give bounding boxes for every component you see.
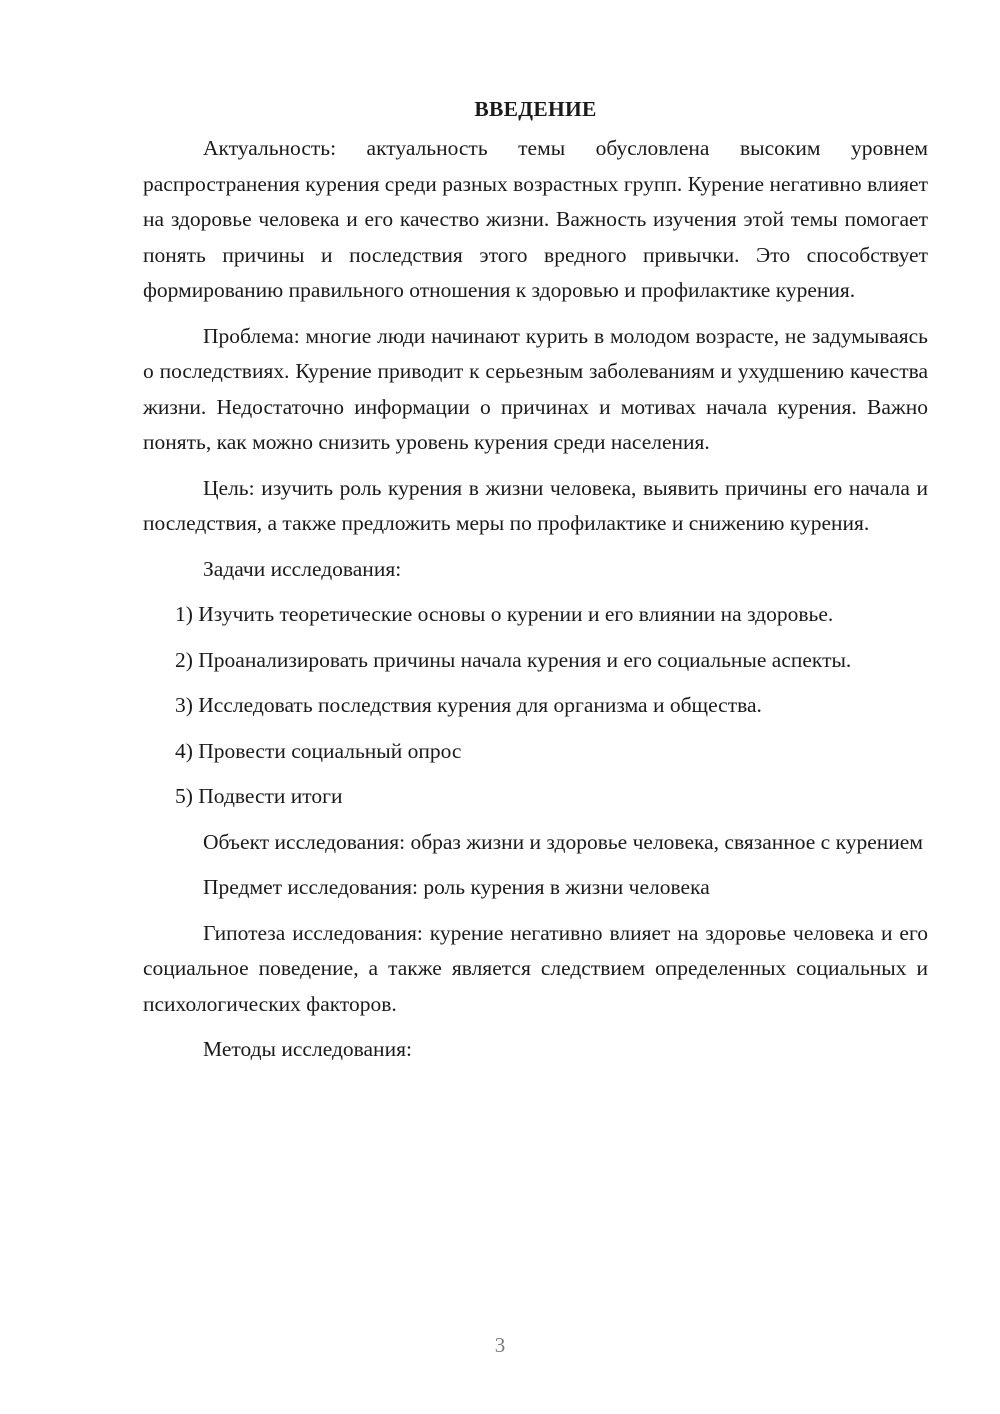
document-page <box>143 92 928 1078</box>
goal-paragraph: Цель: изучить роль курения в жизни человека, выявить причины его начала и последствия, а также предложить меры по профилактике и снижению курения. <box>143 475 928 535</box>
methods-paragraph: Методы исследования: <box>203 1037 412 1061</box>
subject-paragraph: Предмет исследования: роль курения в жизни человека <box>203 875 710 899</box>
task-item-5: 5) Подвести итоги <box>175 784 343 808</box>
page-title: ВВЕДЕНИЕ <box>474 97 597 121</box>
task-item-3: 3) Исследовать последствия курения для организма и общества. <box>175 693 762 717</box>
relevance-paragraph: Актуальность: актуальность темы обусловлена высоким уровнем распространения курения среди разных возрастных групп. Курение негативно влияет на здоровье человека и его качество жизни. Важность изучения этой темы помогает понять причины и последствия этого вредного привычки. Это способствует формированию правильного отношения к здоровью и профилактике курения. <box>143 136 928 302</box>
task-item-1: 1) Изучить теоретические основы о курении и его влиянии на здоровье. <box>175 602 834 626</box>
tasks-title: Задачи исследования: <box>203 556 402 581</box>
task-item-4: 4) Провести социальный опрос <box>175 738 462 763</box>
object-paragraph: Объект исследования: образ жизни и здоровье человека, связанное с курением <box>203 829 923 854</box>
hypothesis-paragraph: Гипотеза исследования: курение негативно влияет на здоровье человека и его социальное поведение, а также является следствием определенных социальных и психологических факторов. <box>143 920 928 1016</box>
problem-paragraph: Проблема: многие люди начинают курить в молодом возрасте, не задумываясь о последствиях. Курение приводит к серьезным заболеваниям и ухудшению качества жизни. Недостаточно информации о причинах и мотивах начала курения. Важно понять, как можно снизить уровень курения среди населения. <box>143 323 928 454</box>
task-item-2: 2) Проанализировать причины начала курения и его социальные аспекты. <box>175 647 852 672</box>
page-number: 3 <box>494 1333 506 1357</box>
